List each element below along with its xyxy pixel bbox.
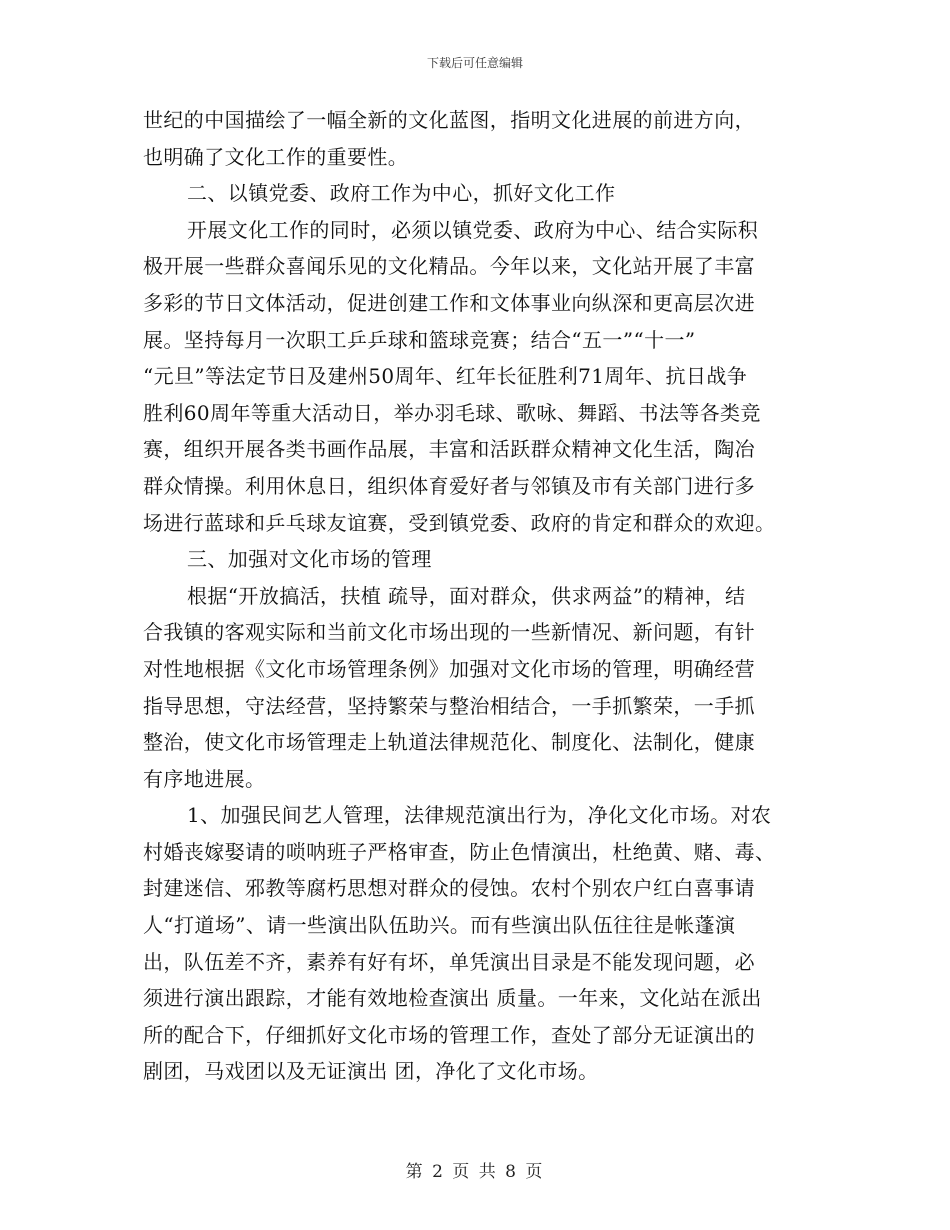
body-line: 所的配合下，仔细抓好文化市场的管理工作，查处了部分无证演出的 bbox=[143, 1022, 755, 1047]
body-line: 二、以镇党委、政府工作为中心，抓好文化工作 bbox=[187, 181, 616, 206]
body-line: 群众情操。利用休息日，组织体育爱好者与邻镇及市有关部门进行多 bbox=[143, 473, 755, 498]
body-line: 人“打道场”、请一些演出队伍助兴。而有些演出队伍往往是帐蓬演 bbox=[143, 913, 736, 938]
body-line: 有序地进展。 bbox=[143, 766, 266, 791]
body-line: 村婚丧嫁娶请的唢呐班子严格审查，防止色情演出，杜绝黄、赌、毒、 bbox=[143, 839, 776, 864]
body-line: 剧团，马戏团以及无证演出 团，净化了文化市场。 bbox=[143, 1059, 599, 1084]
body-line: 也明确了文化工作的重要性。 bbox=[143, 144, 409, 169]
body-line: 整治，使文化市场管理走上轨道法律规范化、制度化、法制化，健康 bbox=[143, 730, 755, 755]
body-line: 胜利60周年等重大活动日，举办羽毛球、歌咏、舞蹈、书法等各类竞 bbox=[143, 400, 761, 425]
body-line: 多彩的节日文体活动，促进创建工作和文体事业向纵深和更高层次进 bbox=[143, 290, 755, 315]
body-line: 封建迷信、邪教等腐朽思想对群众的侵蚀。农村个别农户红白喜事请 bbox=[143, 876, 755, 901]
body-line: 出，队伍差不齐，素养有好有坏，单凭演出目录是不能发现问题，必 bbox=[143, 949, 755, 974]
page-header-note: 下载后可任意编辑 bbox=[426, 56, 523, 70]
document-body bbox=[143, 102, 811, 1090]
body-line: 合我镇的客观实际和当前文化市场出现的一些新情况、新问题，有针 bbox=[143, 620, 755, 645]
body-line: “元旦”等法定节日及建州50周年、红年长征胜利71周年、抗日战争 bbox=[143, 364, 748, 389]
body-line: 世纪的中国描绘了一幅全新的文化蓝图，指明文化进展的前进方向， bbox=[143, 108, 755, 132]
body-line: 指导思想，守法经营，坚持繁荣与整治相结合，一手抓繁荣，一手抓 bbox=[143, 693, 755, 718]
page-number-footer: 第 2 页 共 8 页 bbox=[405, 1162, 545, 1182]
body-line: 展。坚持每月一次职工乒乒球和篮球竞赛；结合“五一”“十一” bbox=[143, 327, 696, 352]
body-line: 根据“开放搞活，扶植 疏导，面对群众，供求两益”的精神，结 bbox=[187, 583, 746, 608]
body-line: 开展文化工作的同时，必须以镇党委、政府为中心、结合实际积 bbox=[187, 217, 759, 242]
body-line: 须进行演出跟踪，才能有效地检查演出 质量。一年来，文化站在派出 bbox=[143, 986, 762, 1011]
body-line: 1、加强民间艺人管理，法律规范演出行为，净化文化市场。对农 bbox=[187, 803, 772, 828]
body-line: 三、加强对文化市场的管理 bbox=[187, 547, 432, 572]
body-line: 对性地根据《文化市场管理条例》加强对文化市场的管理，明确经营 bbox=[143, 656, 755, 681]
body-line: 场进行蓝球和乒乓球友谊赛，受到镇党委、政府的肯定和群众的欢迎。 bbox=[143, 510, 776, 535]
body-line: 极开展一些群众喜闻乐见的文化精品。今年以来，文化站开展了丰富 bbox=[143, 254, 755, 279]
body-line: 赛，组织开展各类书画作品展，丰富和活跃群众精神文化生活，陶冶 bbox=[143, 437, 755, 462]
